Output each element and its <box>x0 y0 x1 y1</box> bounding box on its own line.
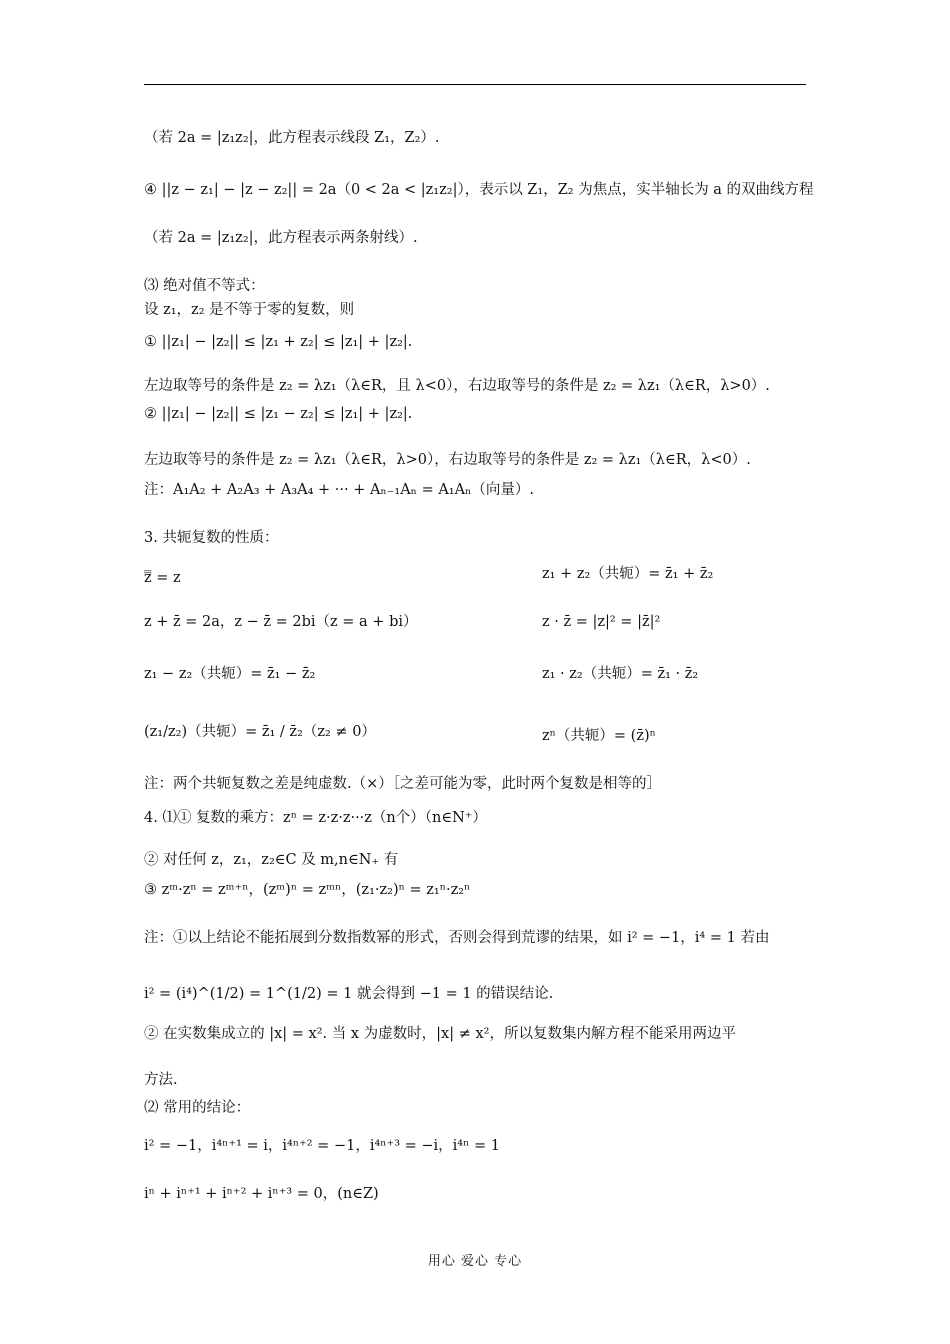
conj-prop-5: z₁ − z₂（共轭）= z̄₁ − z̄₂ <box>144 666 316 682</box>
formula-1: ① ||z₁| − |z₂|| ≤ |z₁ + z₂| ≤ |z₁| + |z₂|. <box>144 334 413 350</box>
common-result-2: iⁿ + iⁿ⁺¹ + iⁿ⁺² + iⁿ⁺³ = 0，(n∈Z) <box>144 1186 379 1202</box>
vector-note: 注：A₁A₂ + A₂A₃ + A₃A₄ + ··· + Aₙ₋₁Aₙ = A₁Aₙ（向量）. <box>144 482 534 498</box>
line-3: （若 2a = |z₁z₂|，此方程表示两条射线）. <box>144 230 418 246</box>
power-rules: ③ zᵐ·zⁿ = zᵐ⁺ⁿ，(zᵐ)ⁿ = zᵐⁿ，(z₁·z₂)ⁿ = z₁ⁿ·z₂ⁿ <box>144 882 471 898</box>
conj-prop-2: z₁ + z₂（共轭）= z̄₁ + z̄₂ <box>542 566 714 582</box>
conj-prop-3: z + z̄ = 2a，z − z̄ = 2bi（z = a + bi） <box>144 614 418 630</box>
note-2: ② 在实数集成立的 |x| = x². 当 x 为虚数时，|x| ≠ x²，所以复数集内解方程不能采用两边平 <box>144 1026 736 1042</box>
line-7: 左边取等号的条件是 z₂ = λz₁（λ∈R，且 λ<0），右边取等号的条件是 z₂ = λz₁（λ∈R，λ>0）. <box>144 378 770 394</box>
note-1-cont: i² = (i⁴)^(1/2) = 1^(1/2) = 1 就会得到 −1 = 1 的错误结论. <box>144 986 554 1002</box>
section-heading-common: ⑵ 常用的结论： <box>144 1100 251 1116</box>
power-definition: 4. ⑴① 复数的乘方：zⁿ = z·z·z···z（n个）（n∈N⁺） <box>144 810 487 826</box>
line-1: （若 2a = |z₁z₂|，此方程表示线段 Z₁，Z₂）. <box>144 130 440 146</box>
conj-prop-6: z₁ · z₂（共轭）= z̄₁ · z̄₂ <box>542 666 699 682</box>
conj-prop-8: zⁿ（共轭）= (z̄)ⁿ <box>542 728 656 744</box>
note-2-cont: 方法. <box>144 1072 178 1088</box>
section-heading-abs-inequality: ⑶ 绝对值不等式： <box>144 278 265 294</box>
line-22: ② 对任何 z，z₁，z₂∈C 及 m,n∈N₊ 有 <box>144 852 399 868</box>
conj-note: 注：两个共轭复数之差是纯虚数.（×）［之差可能为零，此时两个复数是相等的］ <box>144 776 662 792</box>
common-result-1: i² = −1，i⁴ⁿ⁺¹ = i，i⁴ⁿ⁺² = −1，i⁴ⁿ⁺³ = −i，i⁴ⁿ = 1 <box>144 1138 500 1154</box>
line-5: 设 z₁，z₂ 是不等于零的复数，则 <box>144 302 355 318</box>
formula-2: ② ||z₁| − |z₂|| ≤ |z₁ − z₂| ≤ |z₁| + |z₂|. <box>144 406 413 422</box>
conj-prop-7: (z₁/z₂)（共轭）= z̄₁ / z̄₂（z₂ ≠ 0） <box>144 724 376 740</box>
page-footer: 用心 爱心 专心 <box>427 1254 523 1269</box>
section-heading-conjugate: 3. 共轭复数的性质： <box>144 530 279 546</box>
conj-prop-4: z · z̄ = |z|² = |z̄|² <box>542 614 661 630</box>
line-9: 左边取等号的条件是 z₂ = λz₁（λ∈R，λ>0），右边取等号的条件是 z₂ = λz₁（λ∈R，λ<0）. <box>144 452 751 468</box>
line-2: ④ ||z − z₁| − |z − z₂|| = 2a（0 < 2a < |z₁z₂|），表示以 Z₁，Z₂ 为焦点，实半轴长为 a 的双曲线方程 <box>144 182 814 198</box>
conj-prop-1: z̿ = z <box>144 570 181 586</box>
header-rule <box>144 84 806 85</box>
note-1: 注：①以上结论不能拓展到分数指数幂的形式，否则会得到荒谬的结果，如 i² = −1，i⁴ = 1 若由 <box>144 930 770 946</box>
